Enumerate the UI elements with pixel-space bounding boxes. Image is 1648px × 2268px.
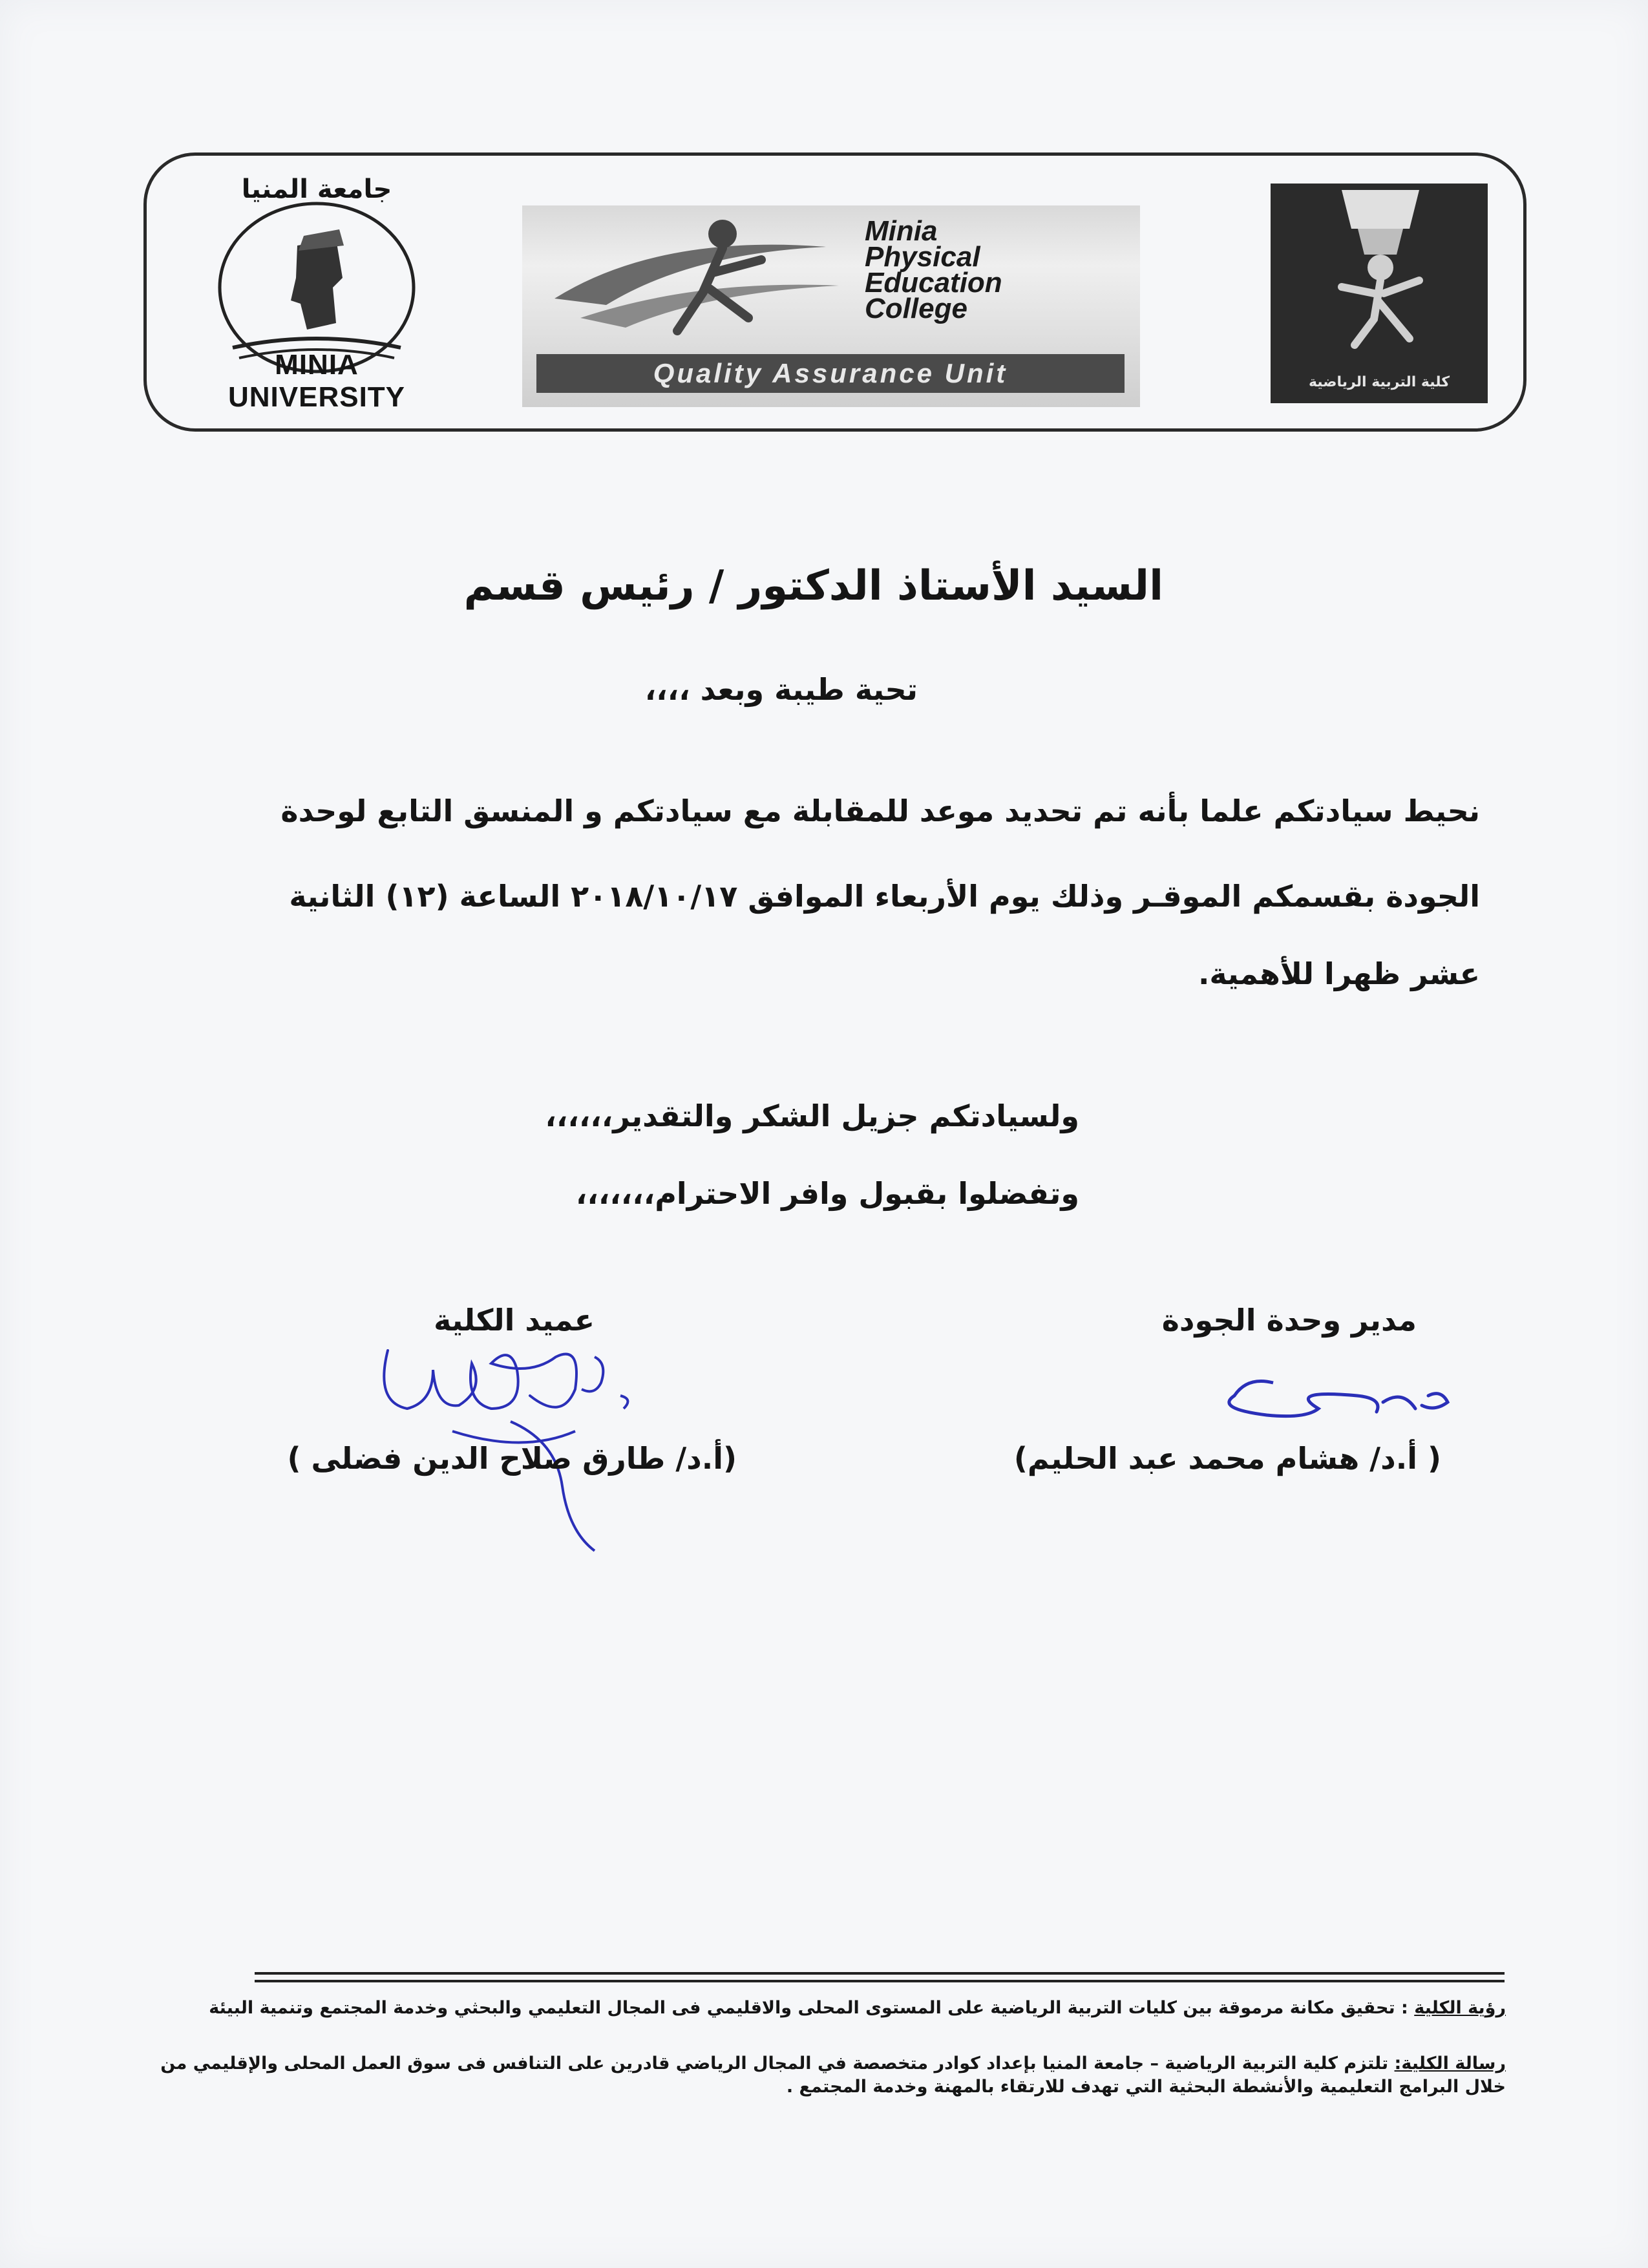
- vision-label: رؤية الكلية: [1414, 1998, 1506, 2018]
- quality-assurance-unit-label: Quality Assurance Unit: [536, 354, 1125, 393]
- dean-name: (أ.د/ طارق صلاح الدين فضلى ): [287, 1441, 737, 1476]
- college-vision: [142, 1997, 1506, 2020]
- dean-title: عميد الكلية: [434, 1303, 595, 1338]
- mission-label: رسالة الكلية:: [1394, 2053, 1506, 2074]
- university-arabic-name: جامعة المنيا: [241, 174, 392, 204]
- footer-divider: [255, 1972, 1505, 1975]
- athlete-swoosh-icon: [529, 208, 865, 350]
- vision-text: : تحقيق مكانة مرموقة بين كليات التربية الرياضية على المستوى المحلى والاقليمي فى المجال التعليمي والبحثي وخدمة المجتمع وتنمية البيئة: [209, 1998, 1415, 2018]
- footer-divider: [255, 1980, 1505, 1982]
- paragraph-line: نحيط سيادتكم علما بأنه تم تحديد موعد للمقابلة مع سيادتكم و المنسق التابع لوحدة: [280, 793, 1480, 828]
- dean-signature: [362, 1292, 659, 1564]
- quality-director-title: مدير وحدة الجودة: [1161, 1303, 1417, 1338]
- faculty-of-physical-education-logo: [1271, 184, 1488, 403]
- pharaoh-athlete-icon: [1271, 184, 1488, 358]
- greeting: تحية طيبة وبعد ،،،،: [644, 672, 918, 707]
- quality-director-signature: [1189, 1350, 1461, 1434]
- college-mission: [142, 2052, 1506, 2099]
- minia-university-logo: [194, 174, 439, 414]
- closing-regards: وتفضلوا بقبول وافر الاحترام،،،،،،،: [575, 1176, 1079, 1211]
- paragraph-line: عشر ظهرا للأهمية.: [1198, 956, 1480, 991]
- faculty-arabic-label: كلية التربية الرياضية: [1308, 374, 1450, 390]
- mission-text: تلتزم كلية التربية الرياضية – جامعة المنيا بإعداد كوادر متخصصة في المجال الرياضي قادرين على التنافس فى سوق العمل المحلى والإقليمي من خلال البرامج التعليمية والأنشطة البحثية التي تهدف للارتقاء بالمهنة وخدمة المجتمع .: [160, 2053, 1506, 2097]
- physical-education-quality-logo: [522, 205, 1140, 407]
- salutation: السيد الأستاذ الدكتور / رئيس قسم: [463, 562, 1163, 610]
- college-name: Minia Physical Education College: [865, 215, 1002, 324]
- paragraph-line: الجودة بقسمكم الموقـر وذلك يوم الأربعاء الموافق ٢٠١٨/١٠/١٧ الساعة (١٢) الثانية: [289, 879, 1480, 914]
- quality-director-name: ( أ.د/ هشام محمد عبد الحليم): [1013, 1441, 1441, 1476]
- closing-thanks: ولسيادتكم جزيل الشكر والتقدير،،،،،،: [545, 1098, 1079, 1133]
- university-name: MINIA UNIVERSITY: [227, 349, 406, 413]
